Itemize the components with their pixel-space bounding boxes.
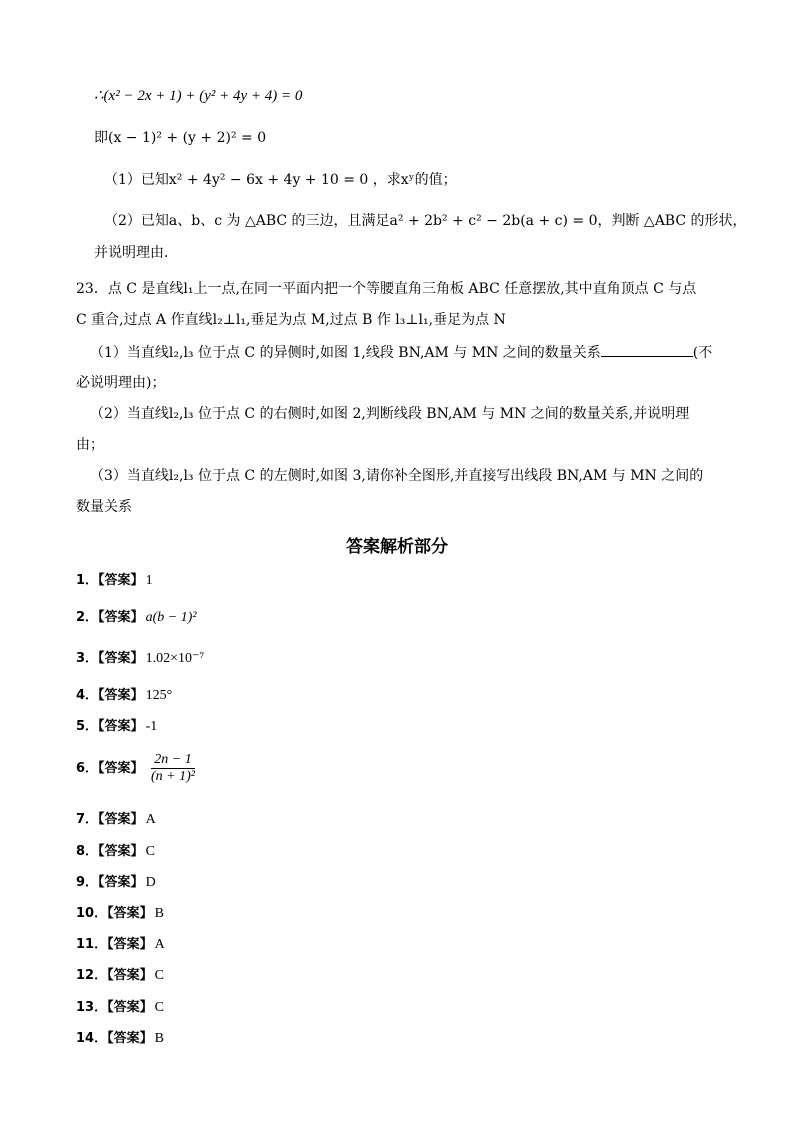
answer-blank	[601, 342, 693, 357]
answer-value: C	[154, 968, 164, 983]
answer-number: 7．	[76, 812, 99, 827]
q23-part-1-line-2: 必说明理由)；	[76, 375, 166, 391]
answer-tag: 【答案】	[98, 812, 144, 827]
answer-tag: 【答案】	[98, 844, 144, 859]
answer-tag: 【答案】	[98, 573, 144, 588]
answer-value: C	[154, 1000, 164, 1015]
answer-tag: 【答案】	[107, 968, 153, 983]
fraction-numerator: 2n − 1	[151, 752, 194, 769]
answer-item	[76, 809, 156, 830]
answer-value: a(b − 1)²	[145, 610, 197, 625]
answer-value: 1	[145, 573, 153, 588]
answer-item	[76, 1028, 164, 1049]
answer-number: 5．	[76, 719, 99, 734]
answer-number: 9．	[76, 875, 99, 890]
answer-number: 3．	[76, 651, 99, 666]
answer-number: 4．	[76, 688, 99, 703]
answer-item	[76, 570, 153, 591]
answer-item	[76, 607, 197, 628]
answer-item	[76, 903, 164, 924]
answer-number: 2．	[76, 610, 99, 625]
answer-item	[76, 685, 172, 706]
fraction-denominator: (n + 1)²	[151, 768, 195, 784]
answer-value: B	[154, 906, 164, 921]
q22-part-2-cont: 并说明理由．	[94, 245, 178, 261]
answer-value: 125°	[145, 688, 173, 703]
answer-item	[76, 965, 164, 986]
q23-part-1-text: （1）当直线l₂,l₃ 位于点 C 的异侧时,如图 1,线段 BN,AM 与 MN 之间的数量关系	[90, 345, 601, 361]
q23-part-1-line-1	[90, 342, 712, 363]
answer-item	[76, 750, 198, 787]
solution-line-2: 即(x − 1)² + (y + 2)² = 0	[94, 130, 267, 146]
answer-number: 6．	[76, 761, 99, 776]
answer-tag: 【答案】	[107, 906, 153, 921]
answer-value: B	[154, 1031, 164, 1046]
answer-number: 11．	[76, 937, 108, 952]
q23-part-3-line-2: 数量关系	[76, 499, 132, 515]
answer-value: 1.02×10⁻⁷	[145, 651, 205, 666]
answer-item	[76, 997, 164, 1018]
answer-number: 1．	[76, 573, 99, 588]
q23-part-3-line-1: （3）当直线l₂,l₃ 位于点 C 的左侧时,如图 3,请你补全图形,并直接写出线段 BN,AM 与 MN 之间的	[90, 468, 704, 484]
answer-tag: 【答案】	[98, 651, 144, 666]
q23-part-2-line-2: 由；	[76, 437, 104, 453]
answer-item	[76, 934, 165, 955]
answer-value: A	[145, 812, 156, 827]
solution-line-1: ∴(x² − 2x + 1) + (y² + 4y + 4) = 0	[94, 88, 303, 104]
answer-value: A	[154, 937, 165, 952]
answer-tag: 【答案】	[98, 688, 144, 703]
answer-fraction	[148, 752, 198, 785]
answer-tag: 【答案】	[98, 875, 144, 890]
answer-value: D	[145, 875, 156, 890]
q23-part-1-end: (不	[692, 345, 713, 361]
answer-value: -1	[145, 719, 158, 734]
answer-number: 8．	[76, 844, 99, 859]
answer-number: 14．	[76, 1031, 108, 1046]
q22-part-1: （1）已知x² + 4y² − 6x + 4y + 10 = 0 ，求xʸ的值；	[104, 172, 457, 188]
answer-tag: 【答案】	[107, 1031, 153, 1046]
answer-tag: 【答案】	[107, 1000, 153, 1015]
answer-item	[76, 872, 156, 893]
answers-title: 答案解析部分	[346, 537, 448, 557]
answer-number: 13．	[76, 1000, 108, 1015]
q23-stem-line-1: 23．点 C 是直线l₁上一点,在同一平面内把一个等腰直角三角板 ABC 任意摆放,其中直角顶点 C 与点	[76, 281, 697, 297]
answer-item	[76, 648, 204, 669]
q23-stem-line-2: C 重合,过点 A 作直线l₂⊥l₁,垂足为点 M,过点 B 作 l₃⊥l₁,垂足为点 N	[76, 312, 506, 328]
q23-part-2-line-1: （2）当直线l₂,l₃ 位于点 C 的右侧时,如图 2,判断线段 BN,AM 与 MN 之间的数量关系,并说明理	[90, 406, 690, 422]
answer-number: 10．	[76, 906, 108, 921]
q22-part-2: （2）已知a、b、c 为 △ABC 的三边，且满足a² + 2b² + c² − 2b(a + c) = 0，判断 △ABC 的形状，	[104, 213, 747, 229]
answer-tag: 【答案】	[98, 719, 144, 734]
answer-item	[76, 716, 157, 737]
answer-tag: 【答案】	[98, 610, 144, 625]
answer-tag: 【答案】	[107, 937, 153, 952]
answer-number: 12．	[76, 968, 108, 983]
answer-tag: 【答案】	[98, 761, 144, 776]
answer-item	[76, 841, 155, 862]
answer-value: C	[145, 844, 155, 859]
